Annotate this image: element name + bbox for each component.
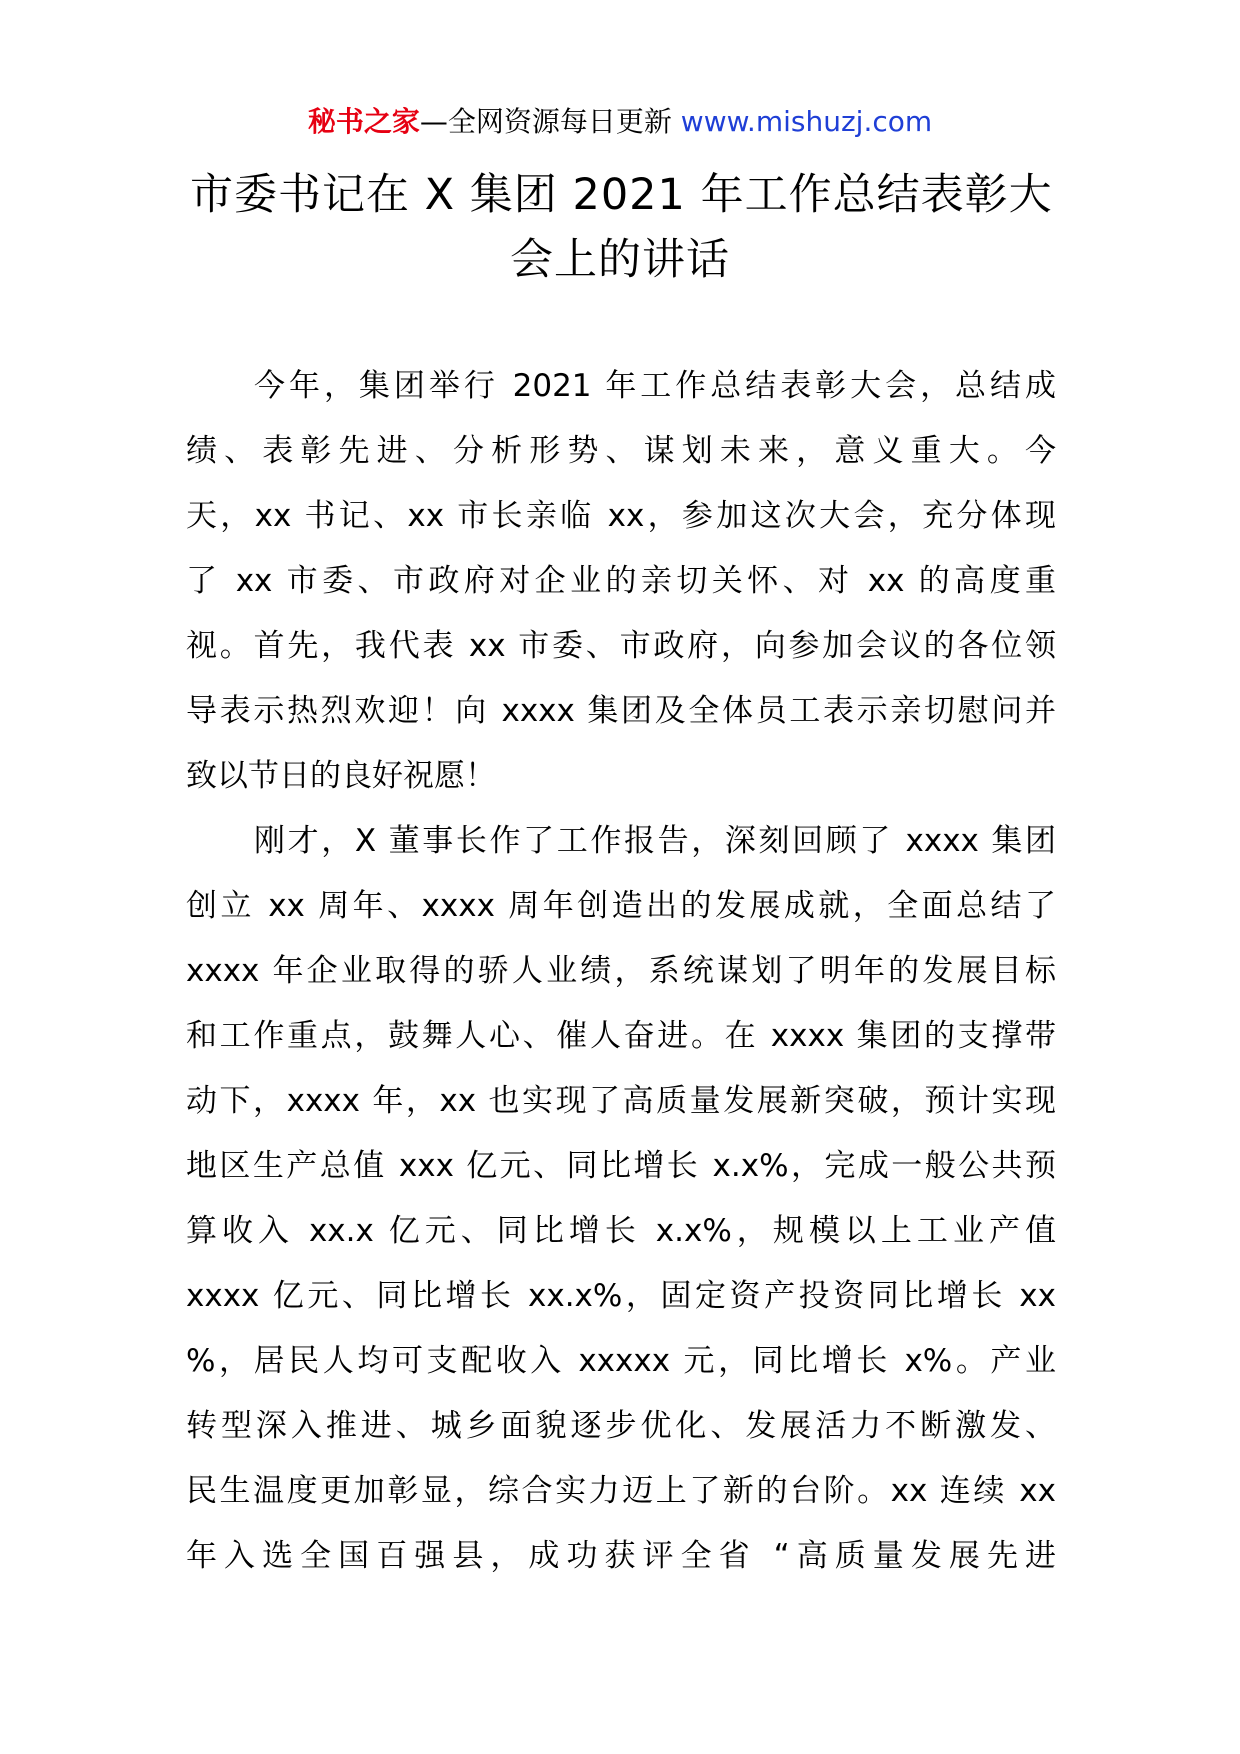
document-title xyxy=(190,163,1053,293)
body-line: 天，xx 书记、xx 市长亲临 xx，参加这次大会，充分体现 xyxy=(186,498,1056,534)
body-line: 致以节日的良好祝愿！ xyxy=(186,758,496,794)
site-header xyxy=(0,102,1240,142)
body-line: 动下，xxxx 年，xx 也实现了高质量发展新突破，预计实现 xyxy=(186,1083,1056,1119)
title-line-1: 市委书记在 X 集团 2021 年工作总结表彰大 xyxy=(190,170,1053,220)
title-line-2: 会上的讲话 xyxy=(510,235,730,285)
body-line: 今年，集团举行 2021 年工作总结表彰大会，总结成 xyxy=(254,368,1056,404)
body-line: 民生温度更加彰显，综合实力迈上了新的台阶。xx 连续 xx xyxy=(186,1473,1056,1509)
site-url-link[interactable]: www.mishuzj.com xyxy=(680,105,933,138)
body-line: 创立 xx 周年、xxxx 周年创造出的发展成就，全面总结了 xyxy=(186,888,1056,924)
body-line: 地区生产总值 xxx 亿元、同比增长 x.x%，完成一般公共预 xyxy=(186,1148,1056,1184)
body-line: 导表示热烈欢迎！向 xxxx 集团及全体员工表示亲切慰问并 xyxy=(186,693,1056,729)
body-line: 了 xx 市委、市政府对企业的亲切关怀、对 xx 的高度重 xyxy=(186,563,1056,599)
document-body xyxy=(186,354,1056,1589)
body-line: 和工作重点，鼓舞人心、催人奋进。在 xxxx 集团的支撑带 xyxy=(186,1018,1056,1054)
body-line: xxxx 年企业取得的骄人业绩，系统谋划了明年的发展目标 xyxy=(186,953,1056,989)
brand-name: 秘书之家 xyxy=(307,105,420,138)
body-line: %，居民人均可支配收入 xxxxx 元，同比增长 x%。产业 xyxy=(186,1343,1056,1379)
body-line: 绩、表彰先进、分析形势、谋划未来，意义重大。今 xyxy=(186,433,1056,469)
body-line: 年入选全国百强县，成功获评全省 “高质量发展先进 xyxy=(186,1538,1056,1574)
body-line: xxxx 亿元、同比增长 xx.x%，固定资产投资同比增长 xx xyxy=(186,1278,1056,1314)
header-tagline: —全网资源每日更新 xyxy=(419,105,672,138)
body-line: 算收入 xx.x 亿元、同比增长 x.x%，规模以上工业产值 xyxy=(186,1213,1056,1249)
body-line: 视。首先，我代表 xx 市委、市政府，向参加会议的各位领 xyxy=(186,628,1056,664)
body-line: 刚才，X 董事长作了工作报告，深刻回顾了 xxxx 集团 xyxy=(254,823,1056,859)
body-line: 转型深入推进、城乡面貌逐步优化、发展活力不断激发、 xyxy=(186,1408,1056,1444)
